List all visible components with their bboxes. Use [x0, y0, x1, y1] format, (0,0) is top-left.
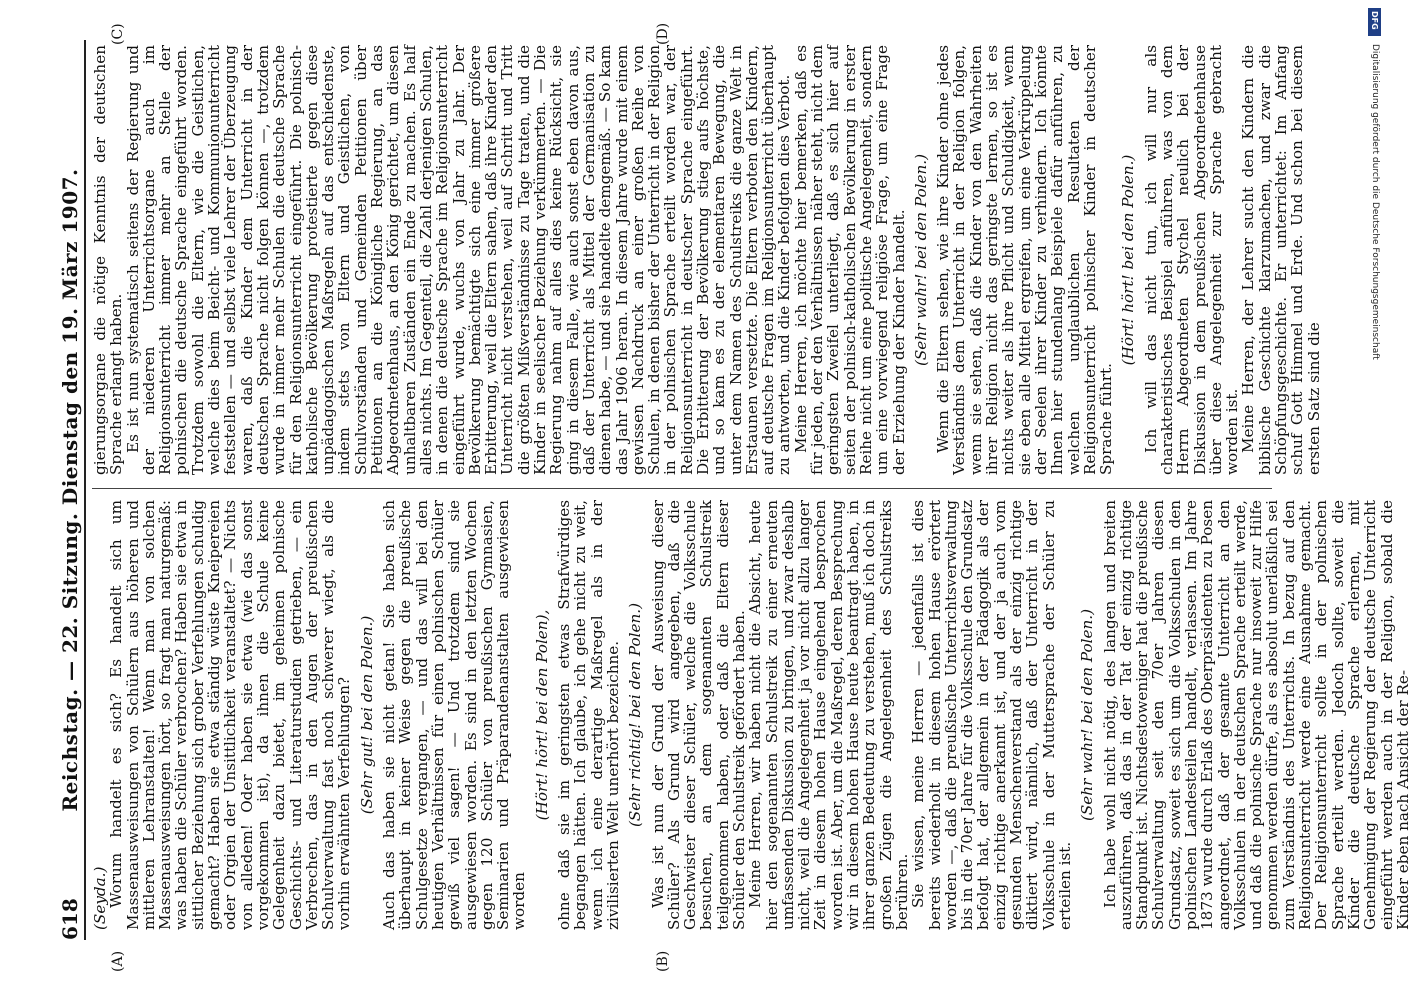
right-column — [91, 45, 1323, 475]
paragraph: Auch das haben sie nicht getan! Sie haben sich überhaupt in keiner Weise gegen die preußische Schulgesetze vergangen, — und das will bei den heutigen Verhältnissen für einen polnischen Schüler gewiß viel sagen! — Und trotzdem sind sie ausgewiesen worden. Es sind in den letzten Wochen gegen 120 Schüler von preußischen Gymnasien, Seminarien und Präparandenanstalten ausgewiesen worden — [380, 500, 529, 930]
interjection: (Sehr gut! bei den Polen.) — [357, 615, 376, 815]
left-column — [91, 500, 1412, 930]
paragraph: Es ist nun systematisch seitens der Regierung und der niederen Unterrichtsorgane auch im Religionsunterricht immer mehr an Stelle der polnischen die deutsche Sprache eingeführt worden. Trotzdem sowohl die Eltern, wie die Geistlichen, welche dies beim Beicht- und Kommunionunterricht feststellen — und selbst viele Lehrer der Überzeugung waren, daß die Kinder dem Unterricht in der deutschen Sprache nicht folgen können —, trotzdem wurde in immer mehr Schulen die deutsche Sprache für den Religionsunterricht eingeführt. Die polnisch-katholische Bevölkerung protestierte gegen diese unpädagogischen Maßregeln auf das entschiedenste, indem stets von Eltern und Geistlichen, von Schulvorständen und Gemeinden Petitionen über Petitionen an die Königliche Regierung, an das Abgeordnetenhaus, an den König gerichtet, um diesen unhaltbaren Zuständen ein Ende zu machen. Es half alles nichts. Im Gegenteil, die Zahl derjenigen Schulen, in denen die deutsche Sprache im Religionsunterricht eingeführt wurde, wuchs von Jahr zu Jahr. Der Bevölkerung bemächtigte sich eine immer größere Erbitterung, weil die Eltern sahen, daß ihre Kinder den Unterricht nicht verstehen, weil auf Schritt und Tritt die größten Mißverständnisse zu Tage traten, und die Kinder in seelischer Beziehung verkümmerten. — Die Regierung nahm auf alles dies keine Rücksicht, sie ging in diesem Falle, wie auch sonst eben davon aus, daß der Unterricht als Mittel der Germanisation zu dienen habe, — und sie handelte demgemäß. — So kam das Jahr 1906 heran. In diesem Jahre wurde mit einem gewissen Nachdruck an einer großen Reihe von Schulen, in denen bisher der Unterricht in der Religion in der polnischen Sprache erteilt worden war, der Religionsunterricht in deutscher Sprache eingeführt. Die Erbitterung der Bevölkerung stieg aufs höchste, und so kam es zu der elementaren Bewegung, die unter dem Namen des Schulstreiks die ganze Welt in Erstaunen versetzte. Die Eltern verboten den Kindern, auf deutsche Fragen im Religionsunterricht überhaupt zu antworten, und die Kinder befolgten dies Verbot. — [123, 45, 794, 475]
paragraph: Meine Herren, wir haben nicht die Absicht, heute hier den sogenannten Schulstreik zu einer erneuten umfassenden Diskussion zu bringen, und zwar deshalb nicht, weil die Angelegenheit ja vor nicht allzu langer Zeit in diesem hohen Hause eingehend besprochen worden ist. Aber, um die Maßregel, deren Besprechung wir in diesem hohen Hause heute beantragt haben, in ihrer ganzen Bedeutung zu verstehen, muß ich doch in großen Zügen die Angelegenheit des Schulstreiks berühren. — [746, 500, 911, 930]
paragraph: Meine Herren, der Lehrer sucht den Kindern die biblische Geschichte klarzumachen, und zwar die Schöpfungsgeschichte. Er unterrichtet: Im Anfang schuf Gott Himmel und Erde. Und schon bei diesem ersten Satz sind die — [1239, 45, 1323, 475]
dfg-logo — [1368, 8, 1381, 36]
paragraph: Was ist nun der Grund der Ausweisung dieser Schüler? Als Grund wird angegeben, daß die Geschwister dieser Schüler, welche die Volksschule besuchen, an dem sogenannten Schulstreik teilgenommen haben, oder daß die Eltern dieser Schüler den Schulstreik gefördert haben. — [648, 500, 748, 930]
interjection: (Hört! hört! bei den Polen.) — [1119, 154, 1138, 366]
interjection: (Sehr wahr! bei den Polen.) — [911, 153, 930, 367]
speaker-name: (Seyda.) — [91, 866, 109, 930]
interjection: (Sehr wahr! bei den Polen.) — [1078, 608, 1097, 822]
paragraph: Worum handelt es sich? Es handelt sich um Massenausweisungen von Schülern aus höheren und mittleren Lehranstalten! Wenn man von solchen Massenausweisungen hört, so fragt man naturgemäß: was haben die Schüler verbrochen? Haben sie etwa in sittlicher Beziehung sich grober Verfehlungen schuldig gemacht? Haben sie etwa ständig wüste Kneipereien oder Orgien der Unsittlichkeit veranstaltet? — Nichts von alledem! Oder haben sie etwa (wie das sonst vorgekommen ist), da ihnen die Schule keine Gelegenheit dazu bietet, im geheimen polnische Geschichts- und Literaturstudien getrieben, — ein Verbrechen, das in den Augen der preußischen Schulverwaltung fast noch schwerer wiegt, als die vorhin erwähnten Verfehlungen? — [107, 500, 354, 930]
page-header — [0, 0, 82, 1000]
paragraph: gierungsorgane die nötige Kenntnis der deutschen Sprache erlangt haben. — [91, 45, 126, 475]
paragraph: Wenn die Eltern sehen, wie ihre Kinder ohne jedes Verständnis dem Unterricht in der Religion folgen, wenn sie sehen, daß die Kinder von den Wahrheiten ihrer Religion nicht das geringste lernen, so ist es nichts weiter als ihre Pflicht und Schuldigkeit, wenn sie eben alle Mittel ergreifen, um eine Verkrüppelung der Seelen ihrer Kinder zu verhindern. Ich könnte Ihnen hier stundenlang Beispiele dafür anführen, zu welchen unglaublichen Resultaten der Religionsunterricht polnischer Kinder in deutscher Sprache führt. — [934, 45, 1116, 475]
column-marker-a: (A) — [110, 950, 126, 972]
paragraph: ohne daß sie im geringsten etwas Strafwürdiges begangen hätten. Ich glaube, ich gehe nicht zu weit, wenn ich eine derartige Maßregel als in der zivilisierten Welt unerhört bezeichne. — [555, 500, 622, 930]
paragraph: Ich habe wohl nicht nötig, des langen und breiten auszuführen, daß das in der Tat der einzig richtige Standpunkt ist. Nichtsdestoweniger hat die preußische Schulverwaltung seit den 70er Jahren diesen Grundsatz, soweit es sich um die Volksschulen in den polnischen Landesteilen handelt, verlassen. Im Jahre 1873 wurde durch Erlaß des Oberpräsidenten zu Posen angeordnet, daß der gesamte Unterricht an den Volksschulen in der deutschen Sprache erteilt werde, und daß die polnische Sprache nur insoweit zur Hilfe genommen werden dürfe, als es absolut unerläßlich sei zum Verständnis des Unterrichts. In bezug auf den Religionsunterricht werde eine Ausnahme gemacht. Der Religionsunterricht sollte in der polnischen Sprache erteilt werden. Jedoch sollte, soweit die Kinder die deutsche Sprache erlernen, mit Genehmigung der Regierung der deutsche Unterricht eingeführt werden auch in der Religion, sobald die Kinder eben nach Ansicht der Re- — [1100, 500, 1412, 930]
running-head: Reichstag. — 22. Sitzung. Dienstag den 19. März 1907. — [58, 168, 82, 812]
dfg-logo-text: DFG — [1370, 11, 1379, 30]
column-marker-d: (D) — [655, 22, 671, 45]
paragraph: Sie wissen, meine Herren — jedenfalls ist dies bereits wiederholt in diesem hohen Hause erörtert worden —, daß die preußische Unterrichtsverwaltung bis in die 70er Jahre für die Volksschule den Grundsatz befolgt hat, der allgemein in der Pädagogik als der einzig richtige anerkannt ist, und der ja auch vom gesunden Menschenverstand als der einzig richtige diktiert wird, nämlich, daß der Unterricht in der Volksschule in der Muttersprache der Schüler zu erteilen ist. — [909, 500, 1074, 930]
paragraph: Ich will das nicht tun, ich will nur als charakteristisches Beispiel anführen, was von dem Herrn Abgeordneten Stychel neulich bei der Diskussion in dem preußischen Abgeordnetenhause über diese Angelegenheit zur Sprache gebracht worden ist. — [1141, 45, 1242, 475]
interjection: (Sehr richtig! bei den Polen.) — [626, 602, 645, 828]
digitization-note — [1368, 44, 1382, 664]
column-marker-b: (B) — [655, 950, 671, 972]
column-divider — [92, 488, 1272, 489]
header-rule — [84, 40, 86, 940]
paragraph: Meine Herren, ich möchte hier bemerken, daß es für jeden, der den Verhältnissen näher steht, nicht dem geringsten Zweifel unterliegt, daß es sich hier auf seiten der polnisch-katholischen Bevölkerung in erster Reihe nicht um eine politische Angelegenheit, sondern um eine vorwiegend religiöse Frage, um eine Frage der Erziehung der Kinder handelt. — [791, 45, 908, 475]
digitization-note-text: Digitalisierung gefördert durch die Deutsche Forschungsgemeinschaft — [1370, 44, 1380, 360]
column-marker-c: (C) — [110, 23, 126, 45]
interjection: (Hört! hört! bei den Polen), — [532, 609, 551, 821]
page-number: 618 — [58, 898, 82, 940]
